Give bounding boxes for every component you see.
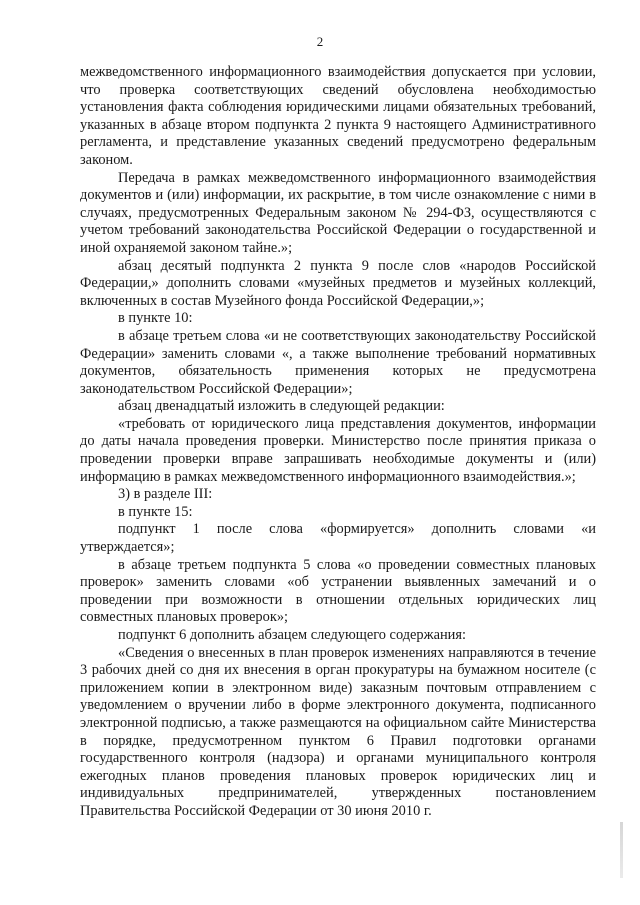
paragraph: в пункте 10: — [118, 310, 193, 327]
paragraph: подпункт 6 дополнить абзацем следующего содержания: — [118, 627, 466, 643]
paragraph: межведомственного информационного взаимодействия допускается при условии, что проверка соответствующих сведений обусловлена необходимостью установления факта соблюдения юридическими лицами обязательных требований, указанных в абзаце втором подпункта 2 пункта 9 настоящего Административного регламента, и представление указанных сведений предусмотрено федеральным законом. — [80, 64, 596, 168]
paragraph: «требовать от юридического лица представления документов, информации до даты начала проведения проверки. Министерство после принятия приказа о проведении проверки вправе запрашивать необходимые документы и (или) информацию в рамках межведомственного информационного взаимодействия.»; — [80, 415, 596, 485]
document-body — [80, 64, 596, 821]
paragraph: 3) в разделе III: — [118, 486, 213, 503]
paragraph: подпункт 1 после слова «формируется» дополнить словами «и утверждается»; — [80, 521, 596, 556]
scan-edge-mark — [620, 822, 623, 878]
page-number: 2 — [316, 34, 324, 49]
paragraph: абзац десятый подпункта 2 пункта 9 после слов «народов Российской Федерации,» дополнить словами «музейных предметов и музейных коллекций, включенных в состав Музейного фонда Российской Федерации,»; — [80, 257, 596, 309]
paragraph: в абзаце третьем слова «и не соответствующих законодательству Российской Федерации» заменить словами «, а также выполнение требований нормативных документов, обязательность применения которых не предусмотрена законодательством Российской Федерации»; — [80, 327, 596, 397]
paragraph: абзац двенадцатый изложить в следующей редакции: — [118, 398, 445, 415]
paragraph: в пункте 15: — [118, 503, 193, 520]
paragraph: Передача в рамках межведомственного информационного взаимодействия документов и (или) информации, их раскрытие, в том числе ознакомление с ними в случаях, предусмотренных Федеральным законом № 294-ФЗ, осуществляются с учетом требований законодательства Российской Федерации о государственной и иной охраняемой законом тайне.»; — [80, 169, 596, 256]
paragraph: в абзаце третьем подпункта 5 слова «о проведении совместных плановых проверок» заменить словами «об устранении выявленных замечаний и о проведении при возможности в отношении отдельных юридических лиц совместных плановых проверок»; — [80, 556, 596, 626]
paragraph: «Сведения о внесенных в план проверок изменениях направляются в течение 3 рабочих дней со дня их внесения в орган прокуратуры на бумажном носителе (с приложением копии в электронном виде) заказным почтовым отправлением с уведомлением о вручении либо в форме электронного документа, подписанного электронной подписью, а также размещаются на официальном сайте Министерства в порядке, предусмотренном пунктом 6 Правил подготовки органами государственного контроля (надзора) и органами муниципального контроля ежегодных планов проведения плановых проверок юридических лиц и индивидуальных предпринимателей, утвержденных постановлением Правительства Российской Федерации от 30 июня 2010 г. — [80, 644, 596, 819]
